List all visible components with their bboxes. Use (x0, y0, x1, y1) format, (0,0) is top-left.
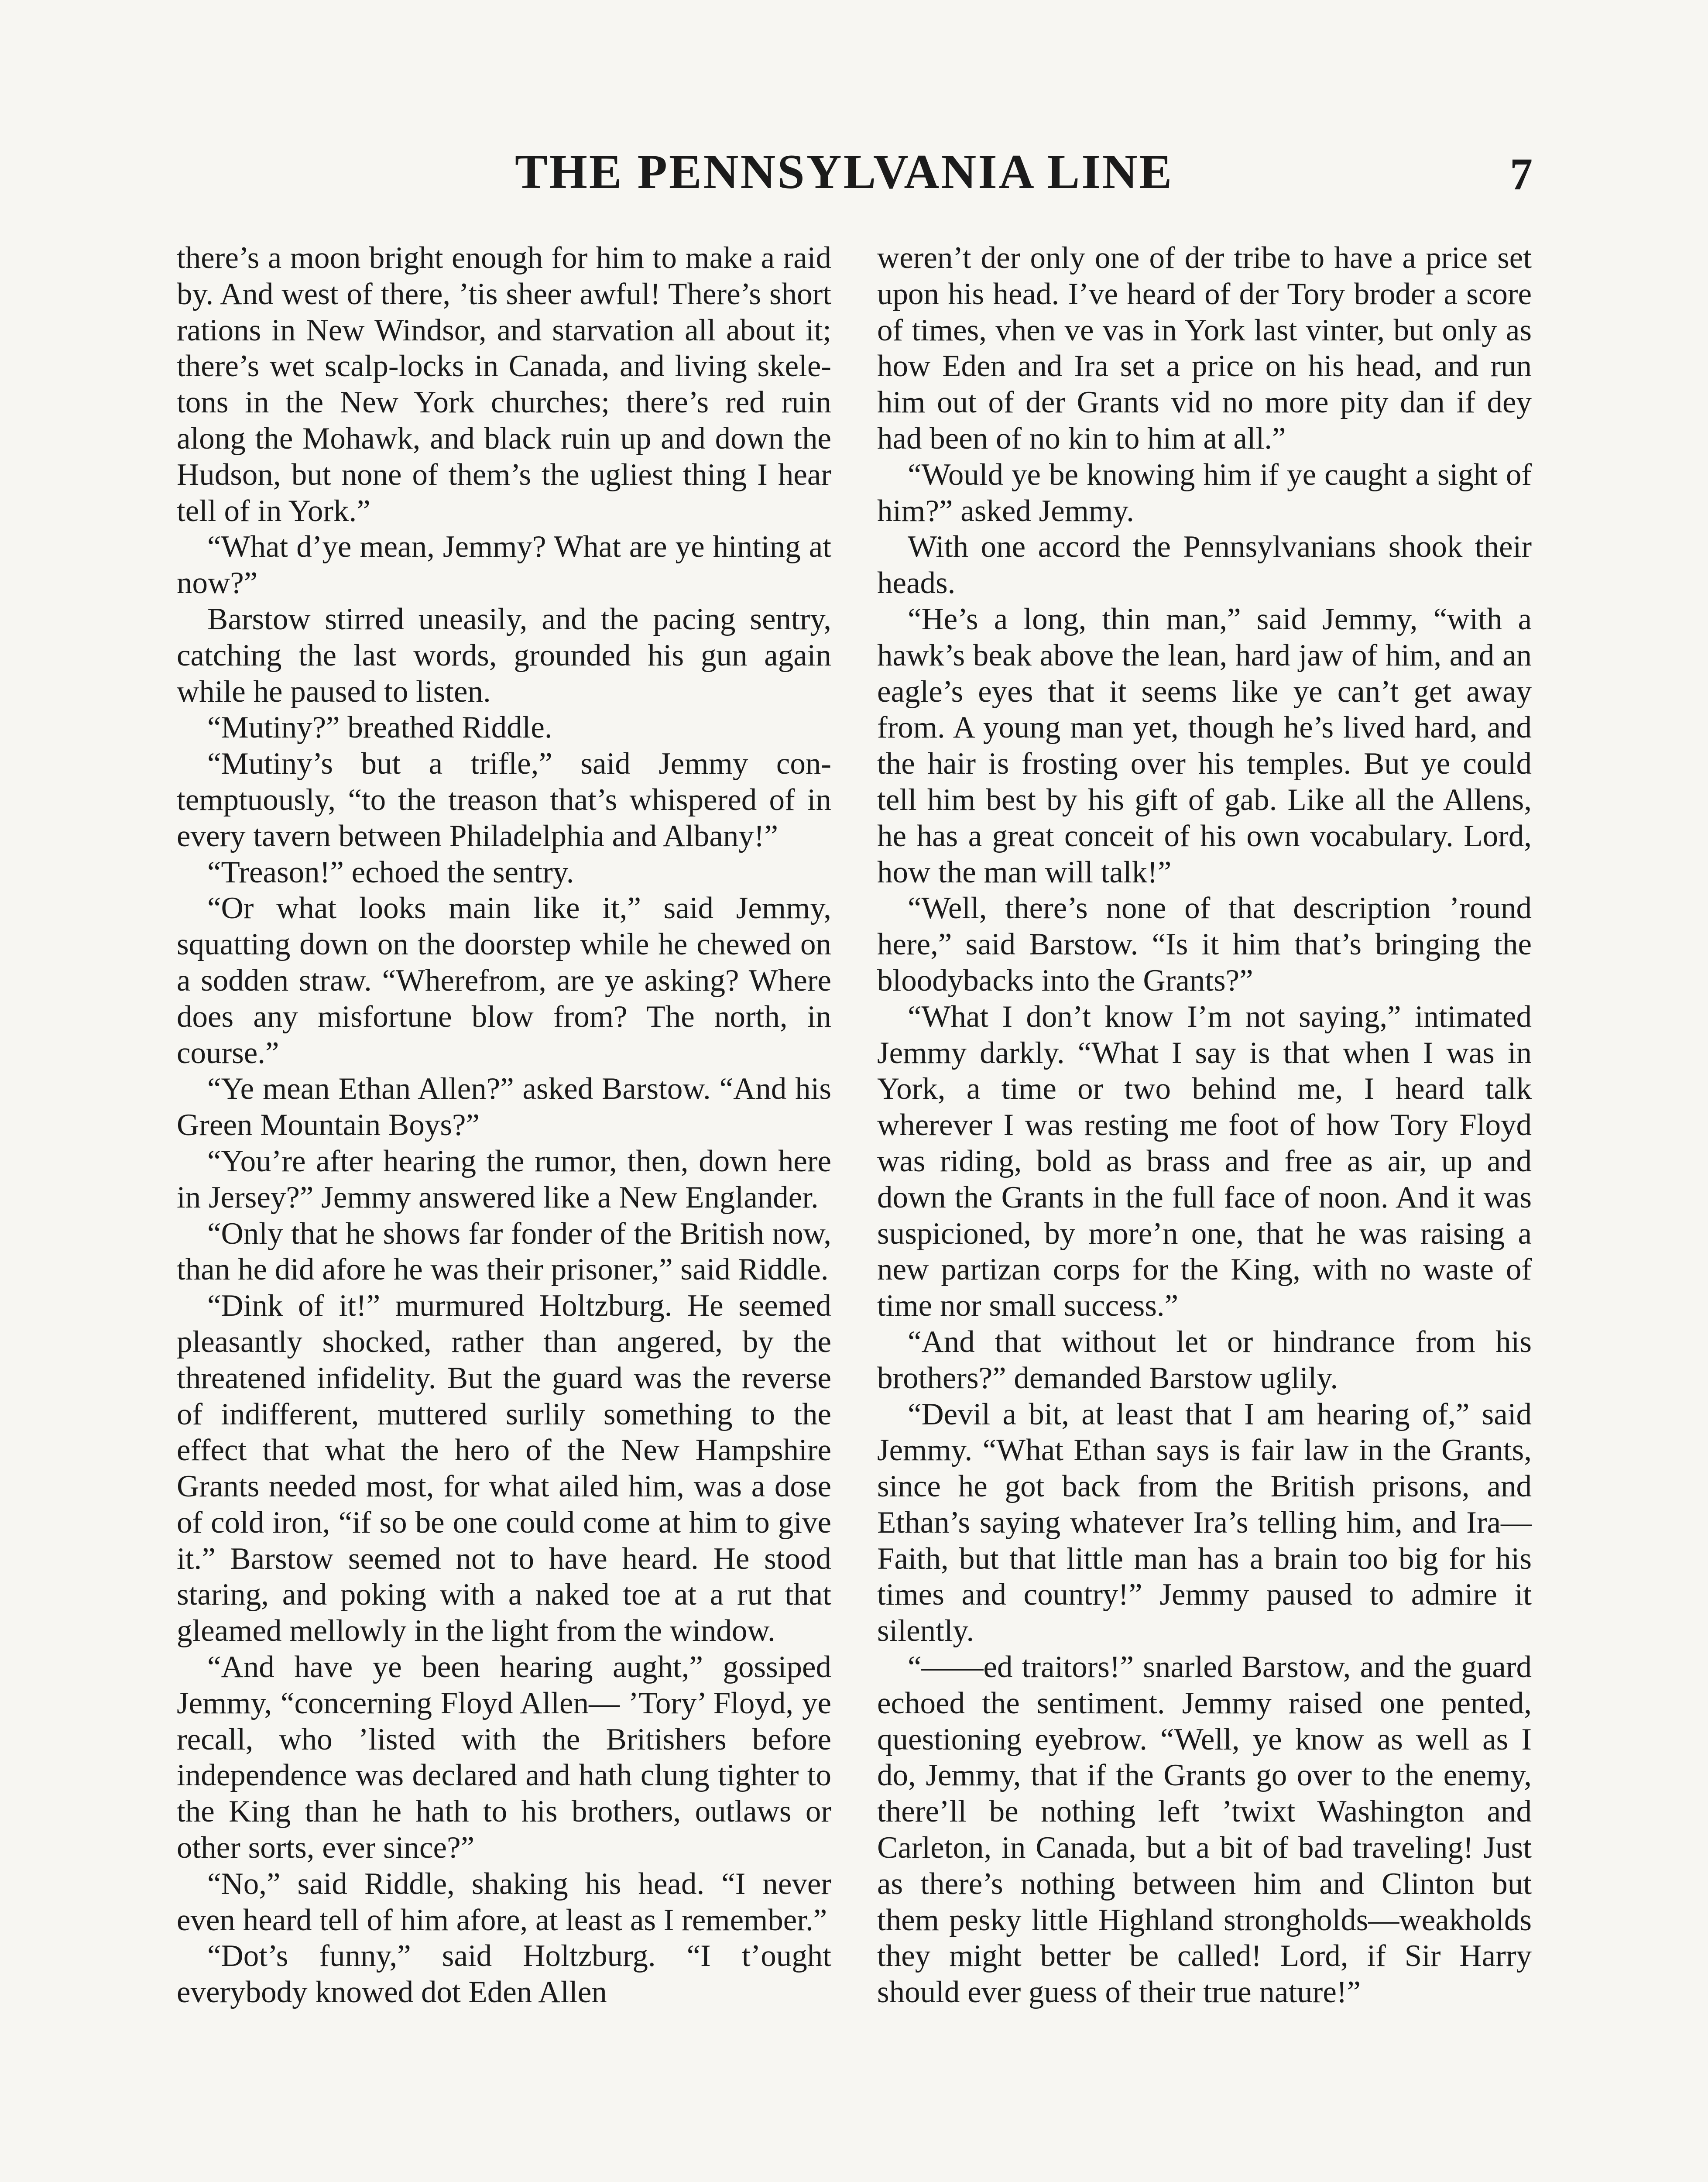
left-column (177, 240, 831, 2010)
paragraph: “Treason!” echoed the sentry. (207, 855, 574, 889)
paragraph: Barstow stirred uneasily, and the pacing sentry, catching the last words, grounded his gun again while he paused to listen. (177, 602, 831, 709)
paragraph: “Would ye be knowing him if ye caught a sight of him?” asked Jemmy. (877, 457, 1532, 528)
paragraph: “Dink of it!” murmured Holtzburg. He seemed pleasantly shocked, rather than angered, by the threatened infidelity. But the guard was the reverse of indifferent, muttered surlily something to the effect that what the hero of the New Hampshire Grants needed most, for what ailed him, was a dose of cold iron, “if so be one could come at him to give it.” Barstow seemed not to have heard. He stood staring, and poking with a naked toe at a rut that gleamed mellowly in the light from the window. (177, 1289, 831, 1648)
page-number: 7 (1510, 149, 1533, 199)
paragraph: “What I don’t know I’m not saying,” intimated Jemmy darkly. “What I say is that when I was in York, a time or two behind me, I heard talk wherever I was resting me foot of how Tory Floyd was riding, bold as brass and free as air, up and down the Grants in the full face of noon. And it was suspicioned, by more’n one, that he was raising a new partizan corps for the King, with no waste of time nor small success.” (877, 999, 1532, 1323)
page-header (0, 144, 1708, 201)
paragraph: “You’re after hearing the rumor, then, down here in Jersey?” Jemmy answered like a New Englander. (177, 1144, 831, 1215)
paragraph: “Mutiny’s but a trifle,” said Jemmy contemptuously, “to the treason that’s whispered of in every tavern between Philadelphia and Albany!” (177, 747, 831, 853)
paragraph: weren’t der only one of der tribe to have a price set upon his head. I’ve heard of der Tory broder a score of times, vhen ve vas in York last vinter, but only as how Eden and Ira set a price on his head, and run him out of der Grants vid no more pity dan if dey had been of no kin to him at all.” (877, 241, 1532, 456)
paragraph: “And have ye been hearing aught,” gossiped Jemmy, “concerning Floyd Allen— ’Tory’ Floyd, ye recall, who ’listed with the Britishers before independence was declared and hath clung tighter to the King than he hath to his brothers, outlaws or other sorts, ever since?” (177, 1650, 831, 1865)
paragraph: “——ed traitors!” snarled Barstow, and the guard echoed the sentiment. Jemmy raised one pented, questioning eyebrow. “Well, ye know as well as I do, Jemmy, that if the Grants go over to the enemy, there’ll be nothing left ’twixt Washington and Carleton, in Canada, but a bit of bad traveling! Just as there’s nothing between him and Clinton but them pesky little Highland strongholds—weakholds they might better be called! Lord, if Sir Harry should ever guess of their true nature!” (877, 1650, 1532, 2010)
paragraph: there’s a moon bright enough for him to make a raid by. And west of there, ’tis sheer awful! There’s short rations in New Windsor, and starvation all about it; there’s wet scalp-locks in Canada, and living skeletons in the New York churches; there’s red ruin along the Mohawk, and black ruin up and down the Hudson, but none of them’s the ugliest thing I hear tell of in York.” (177, 241, 831, 528)
paragraph: “Dot’s funny,” said Holtzburg. “I t’ought everybody knowed dot Eden Allen (177, 1939, 831, 2010)
paragraph: With one accord the Pennsylvanians shook their heads. (877, 530, 1532, 600)
paragraph: “And that without let or hindrance from his brothers?” demanded Barstow uglily. (877, 1324, 1532, 1395)
paragraph: “What d’ye mean, Jemmy? What are ye hinting at now?” (177, 530, 831, 600)
paragraph: “Mutiny?” breathed Riddle. (207, 710, 552, 745)
paragraph: “He’s a long, thin man,” said Jemmy, “with a hawk’s beak above the lean, hard jaw of him, and an eagle’s eyes that it seems like ye can’t get away from. A young man yet, though he’s lived hard, and the hair is frosting over his temples. But ye could tell him best by his gift of gab. Like all the Allens, he has a great conceit of his own vocabulary. Lord, how the man will talk!” (877, 602, 1532, 889)
paragraph: “Ye mean Ethan Allen?” asked Barstow. “And his Green Mountain Boys?” (177, 1072, 831, 1142)
paragraph: “Devil a bit, at least that I am hearing of,” said Jemmy. “What Ethan says is fair law in the Grants, since he got back from the British prisons, and Ethan’s saying whatever Ira’s telling him, and Ira— Faith, but that little man has a brain too big for his times and country!” Jemmy paused to admire it silently. (877, 1397, 1532, 1648)
paragraph: “Well, there’s none of that description ’round here,” said Barstow. “Is it him that’s bringing the bloodybacks into the Grants?” (877, 891, 1532, 998)
right-column (877, 240, 1532, 2010)
running-title: THE PENNSYLVANIA LINE (515, 145, 1174, 199)
paragraph: “No,” said Riddle, shaking his head. “I never even heard tell of him afore, at least as I remember.” (177, 1866, 831, 1937)
paragraph: “Only that he shows far fonder of the British now, than he did afore he was their prisoner,” said Riddle. (177, 1216, 831, 1287)
paragraph: “Or what looks main like it,” said Jemmy, squatting down on the doorstep while he chewed on a sodden straw. “Wherefrom, are ye asking? Where does any misfortune blow from? The north, in course.” (177, 891, 831, 1070)
